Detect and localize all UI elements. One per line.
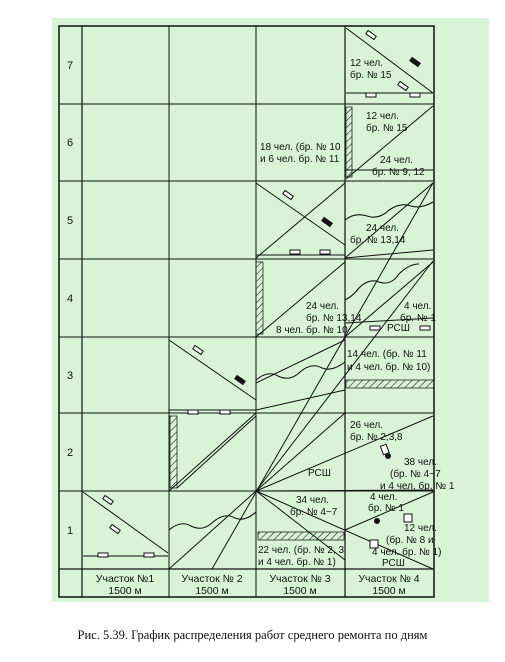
day-label-1: 1 [66,525,74,537]
figure-caption: Рис. 5.39. График распределения работ среднего ремонта по дням [77,628,428,642]
ann-day6-line3: 24 чел. [380,155,413,166]
ann-day4-line3: 8 чел. бр. № 10 [276,325,348,336]
ann-day6-line4: бр. № 9, 12 [372,167,425,178]
ann-day6-line5: 18 чел. (бр. № 10 [260,142,341,153]
section-1-name: Участок №1 [95,573,155,585]
section-2-length: 1500 м [195,585,229,597]
ann-day4-line2: бр. № 13,14 [306,313,362,324]
ann-day1-line7: 4 чел. бр. № 1) [372,547,442,558]
ann-day7-line2: бр. № 15 [350,70,392,81]
ann-day1-line3: 4 чел. [370,492,398,503]
section-3-length: 1500 м [283,585,317,597]
section-3-name: Участок № 3 [269,573,331,585]
ann-day6-line2: бр. № 15 [366,123,408,134]
ann-day3-line1: 14 чел. (бр. № 11 [347,349,427,360]
ann-day2-line5: и 4 чел. бр. № 1 [380,481,455,492]
section-4-name: Участок № 4 [358,573,420,585]
ann-day5-line1: 24 чел. [366,223,399,234]
ann-day2-line4: (бр. № 4−7 [390,469,441,480]
day-label-2: 2 [66,447,74,459]
ann-day1-line1: 34 чел. [296,495,329,506]
ann-day5-line2: бр. № 13,14 [350,235,406,246]
ann-day1-line4: бр. № 1 [368,503,404,514]
ann-day1-line9: 22 чел. (бр. № 2, 3 [258,545,345,556]
ann-day4-line6: РСШ [387,323,410,334]
ann-day1-line2: бр. № 4−7 [290,507,338,518]
ann-day4-line5: бр. № 1 [400,313,436,324]
day-label-5: 5 [66,215,74,227]
ann-day4-line4: 4 чел. [404,301,432,312]
ann-day4-line1: 24 чел. [306,301,339,312]
ann-day1-line6: (бр. № 8 и [386,535,434,546]
day-label-3: 3 [66,370,74,382]
ann-day1-line10: и 4 чел. бр. № 1) [258,557,336,568]
day-label-7: 7 [66,60,74,72]
day-label-6: 6 [66,137,74,149]
ann-day7-line1: 12 чел. [350,58,383,69]
section-4-length: 1500 м [372,585,406,597]
ann-day1-line5: 12 чел. [404,523,437,534]
ann-day2-line6: РСШ [308,468,331,479]
section-2-name: Участок № 2 [181,573,243,585]
ann-day2-line2: бр. № 2,3,8 [350,432,403,443]
ann-day2-line3: 38 чел. [404,457,437,468]
ann-day3-line2: и 4 чел. бр. № 10) [347,362,431,373]
section-1-length: 1500 м [108,585,142,597]
ann-day6-line1: 12 чел. [366,111,399,122]
ann-day1-line8: РСШ [382,558,405,569]
day-label-4: 4 [66,293,74,305]
ann-day2-line1: 26 чел. [350,420,383,431]
ann-day6-line6: и 6 чел. бр. № 11 [260,154,340,165]
